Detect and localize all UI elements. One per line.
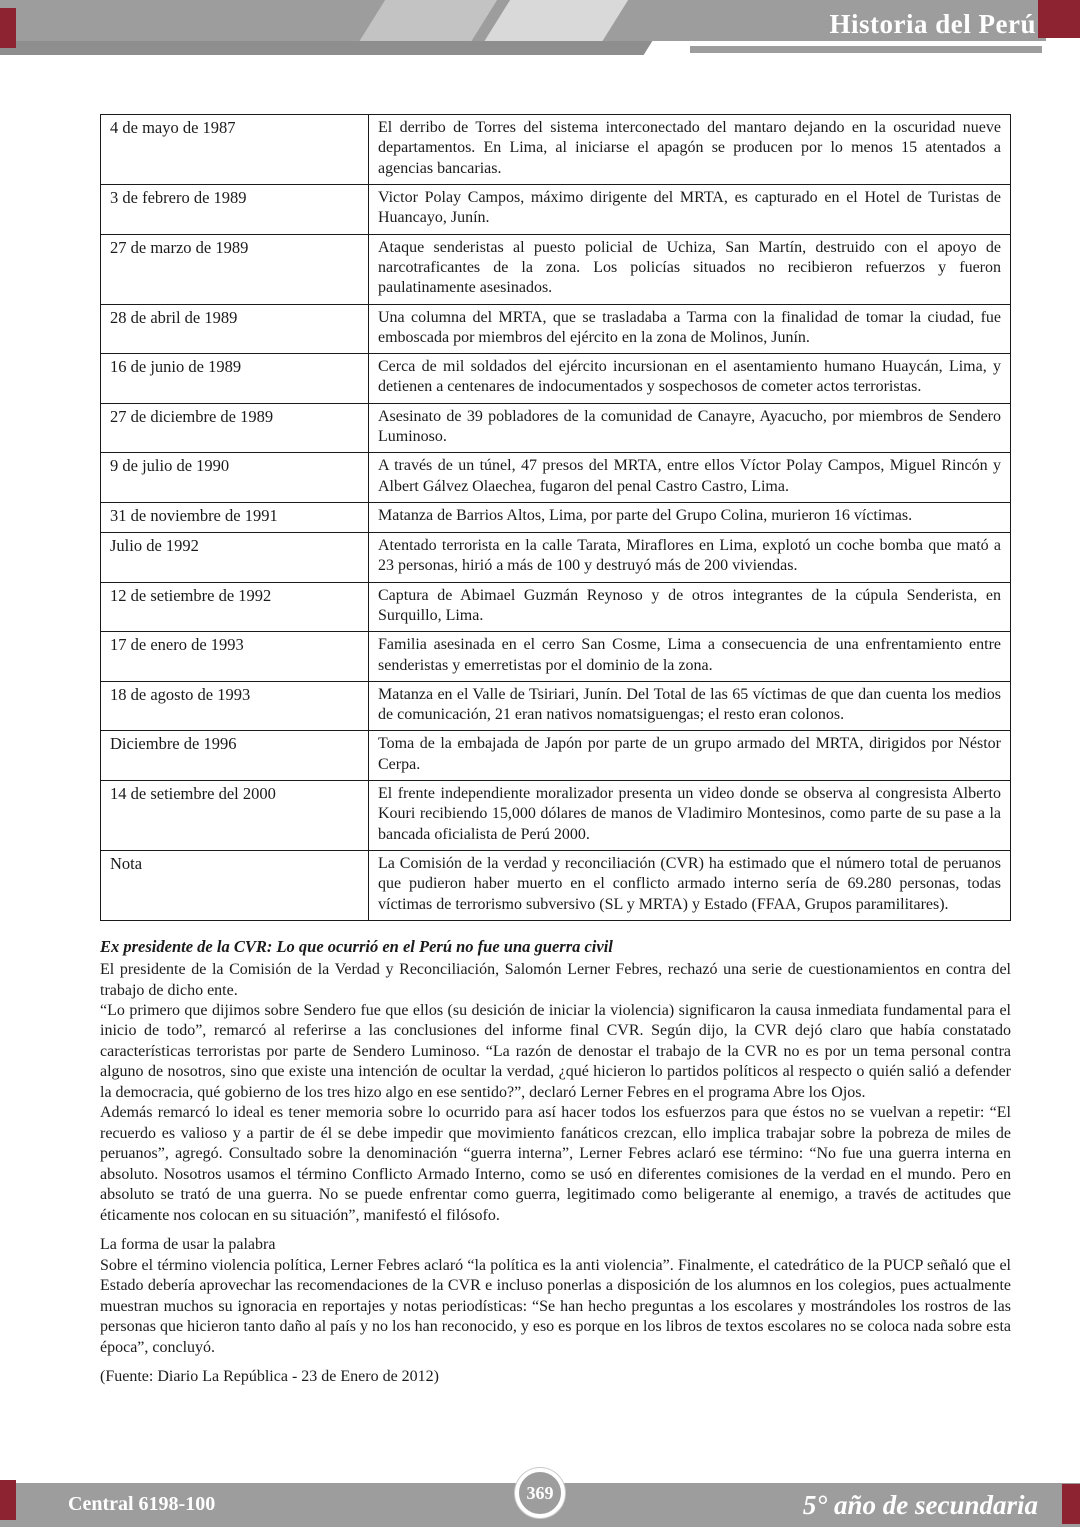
table-row bbox=[101, 184, 1011, 234]
content bbox=[100, 114, 1011, 1387]
article bbox=[100, 936, 1011, 1387]
event-cell: Captura de Abimael Guzmán Reynoso y de otros integrantes de la cúpula Senderista, en Surquillo, Lima. bbox=[369, 582, 1011, 632]
table-row bbox=[101, 403, 1011, 453]
article-body bbox=[100, 960, 1011, 1387]
date-cell: 28 de abril de 1989 bbox=[101, 304, 369, 354]
date-cell: 16 de junio de 1989 bbox=[101, 354, 369, 404]
corner-accent-bottom-right bbox=[1062, 1484, 1080, 1524]
article-paragraph: Además remarcó lo ideal es tener memoria sobre lo ocurrido para así hacer todos los esfuerzos para que éstos no se vuelvan a repetir: “El recuerdo es valioso y a partir de él se debe impedir que movimiento fanáticos crezcan, ello implica trabajar sobre la pobreza de miles de peruanos”, agregó. Consultado sobre la denominación “guerra interna”, Lerner Febres aclaró ese término: “No fue una guerra interna en absoluto. Nosotros usamos el término Conflicto Armado Interno, como se usó en diferentes comisiones de la verdad en el mundo. Pero en absoluto se trató de una guerra. No se puede enfrentar como guerra, legitimado como beligerante al enemigo, a través de actitudes que éticamente nos colocan en su situación”, manifestó el filósofo. bbox=[100, 1104, 1011, 1224]
table-row bbox=[101, 453, 1011, 503]
event-cell: A través de un túnel, 47 presos del MRTA, entre ellos Víctor Polay Campos, Miguel Rincón y Albert Gálvez Olaechea, fugaron del penal Castro Castro, Lima. bbox=[369, 453, 1011, 503]
table-row bbox=[101, 115, 1011, 185]
date-cell: 18 de agosto de 1993 bbox=[101, 681, 369, 731]
date-cell: 17 de enero de 1993 bbox=[101, 632, 369, 682]
timeline-table-body bbox=[101, 115, 1011, 921]
corner-accent-bottom-left bbox=[0, 1480, 16, 1520]
table-row bbox=[101, 731, 1011, 781]
table-row bbox=[101, 304, 1011, 354]
title-underline bbox=[690, 46, 1042, 53]
date-cell: 9 de julio de 1990 bbox=[101, 453, 369, 503]
event-cell: La Comisión de la verdad y reconciliación (CVR) ha estimado que el número total de peruanos que pudieron haber muerto en el conflicto armado interno sería de 69.280 personas, todas víctimas de terrorismo subversivo (SL y MRTA) y Estado (FFAA, Grupos paramilitares). bbox=[369, 851, 1011, 921]
event-cell: Matanza de Barrios Altos, Lima, por parte del Grupo Colina, murieron 16 víctimas. bbox=[369, 503, 1011, 533]
article-paragraph: Sobre el término violencia política, Lerner Febres aclaró “la política es la anti violencia”. Finalmente, el catedrático de la PUCP señaló que el Estado debería aprovechar las recomendaciones de la CVR e incluso ponerlas a disposición de los alumnos en los colegios, pues actualmente muestran muchos su ignoracia en reportajes y notas periodísticas: “Se han hecho preguntas a los escolares y mostrándoles los rostros de las personas que hicieron tanto daño al país y no los han reconocido, y eso es porque en los libros de textos escolares no se coloca nada sobre esta época”, concluyó. bbox=[100, 1256, 1011, 1356]
table-row bbox=[101, 234, 1011, 304]
date-cell: 31 de noviembre de 1991 bbox=[101, 503, 369, 533]
timeline-table bbox=[100, 114, 1011, 921]
date-cell: 27 de marzo de 1989 bbox=[101, 234, 369, 304]
page-title: Historia del Perú bbox=[829, 9, 1036, 39]
date-cell: 3 de febrero de 1989 bbox=[101, 184, 369, 234]
footer-grade: 5° año de secundaria bbox=[802, 1490, 1038, 1520]
page-number: 369 bbox=[526, 1482, 554, 1503]
page-number-badge bbox=[515, 1468, 565, 1518]
date-cell: Julio de 1992 bbox=[101, 532, 369, 582]
date-cell: Nota bbox=[101, 851, 369, 921]
event-cell: Una columna del MRTA, que se trasladaba a Tarma con la finalidad de tomar la ciudad, fue emboscada por miembros del ejército en la zona de Molinos, Junín. bbox=[369, 304, 1011, 354]
event-cell: El derribo de Torres del sistema interconectado del mantaro dejando en la oscuridad nueve departamentos. En Lima, al iniciarse el apagón se producen por lo menos 15 atentados a agencias bancarias. bbox=[369, 115, 1011, 185]
event-cell: Toma de la embajada de Japón por parte de un grupo armado del MRTA, dirigidos por Néstor Cerpa. bbox=[369, 731, 1011, 781]
event-cell: Cerca de mil soldados del ejército incursionan en el asentamiento humano Huaycán, Lima, y detienen a centenares de indocumentados y sospechosos de cometer actos terroristas. bbox=[369, 354, 1011, 404]
date-cell: 14 de setiembre del 2000 bbox=[101, 781, 369, 851]
date-cell: 4 de mayo de 1987 bbox=[101, 115, 369, 185]
event-cell: El frente independiente moralizador presenta un video donde se observa al congresista Alberto Kouri recibiendo 15,000 dólares de manos de Vladimiro Montesinos, como parte de su pase a la bancada oficialista de Perú 2000. bbox=[369, 781, 1011, 851]
footer-phone: Central 6198-100 bbox=[68, 1493, 216, 1515]
header-diagonal-stripe bbox=[356, 0, 500, 41]
article-paragraph: La forma de usar la palabra bbox=[100, 1236, 276, 1254]
article-heading: Ex presidente de la CVR: Lo que ocurrió en el Perú no fue una guerra civil bbox=[100, 936, 613, 956]
event-cell: Familia asesinada en el cerro San Cosme, Lima a consecuencia de una enfrentamiento entre senderistas y emerretistas por el dominio de la zona. bbox=[369, 632, 1011, 682]
date-cell: 27 de diciembre de 1989 bbox=[101, 403, 369, 453]
table-row bbox=[101, 681, 1011, 731]
corner-accent-top-left bbox=[0, 8, 16, 48]
table-row bbox=[101, 582, 1011, 632]
article-paragraph: (Fuente: Diario La República - 23 de Enero de 2012) bbox=[100, 1367, 439, 1385]
event-cell: Asesinato de 39 pobladores de la comunidad de Canayre, Ayacucho, por miembros de Sendero Luminoso. bbox=[369, 403, 1011, 453]
event-cell: Atentado terrorista en la calle Tarata, Miraflores en Lima, explotó un coche bomba que mató a 23 personas, hirió a más de 100 y destruyó más de 200 viviendas. bbox=[369, 532, 1011, 582]
table-row bbox=[101, 632, 1011, 682]
date-cell: 12 de setiembre de 1992 bbox=[101, 582, 369, 632]
event-cell: Matanza en el Valle de Tsiriari, Junín. Del Total de las 65 víctimas de que dan cuenta los medios de comunicación, 21 eran nativos nomatsiguengas; el resto eran colonos. bbox=[369, 681, 1011, 731]
header-diagonal-stripe bbox=[481, 0, 631, 41]
date-cell: Diciembre de 1996 bbox=[101, 731, 369, 781]
article-paragraph: “Lo primero que dijimos sobre Sendero fue que ellos (su desición de iniciar la violencia) significaron la causa inmediata fundamental para el inicio de todo”, remarcó al referirse a las conclusiones del informe final CVR. Según dijo, la CVR dejó claro que había constatado características terroristas por parte de Sendero Luminoso. “La razón de denostar el trabajo de la CVR no es por un tema personal contra alguno de nosotros, sino que existe una intención de ocultar la verdad, ¿qué hicieron lo partidos políticos al respecto o quién salió a defender la democracia, qué gobierno de los tres hizo algo en ese sentido?”, declaró Lerner Febres en el programa Abre los Ojos. bbox=[100, 1002, 1011, 1101]
table-row bbox=[101, 781, 1011, 851]
event-cell: Victor Polay Campos, máximo dirigente del MRTA, es capturado en el Hotel de Turistas de Huancayo, Junín. bbox=[369, 184, 1011, 234]
table-row bbox=[101, 851, 1011, 921]
corner-accent-top-right bbox=[1038, 0, 1080, 38]
article-paragraph: El presidente de la Comisión de la Verdad y Reconciliación, Salomón Lerner Febres, rechazó una serie de cuestionamientos en contra del trabajo de dicho ente. bbox=[100, 961, 1011, 999]
header-subband bbox=[0, 41, 652, 55]
event-cell: Ataque senderistas al puesto policial de Uchiza, San Martín, destruido con el apoyo de narcotraficantes de la zona. Los policías situados no recibieron refuerzos y fueron paulatinamente asesinados. bbox=[369, 234, 1011, 304]
table-row bbox=[101, 354, 1011, 404]
table-row bbox=[101, 503, 1011, 533]
table-row bbox=[101, 532, 1011, 582]
